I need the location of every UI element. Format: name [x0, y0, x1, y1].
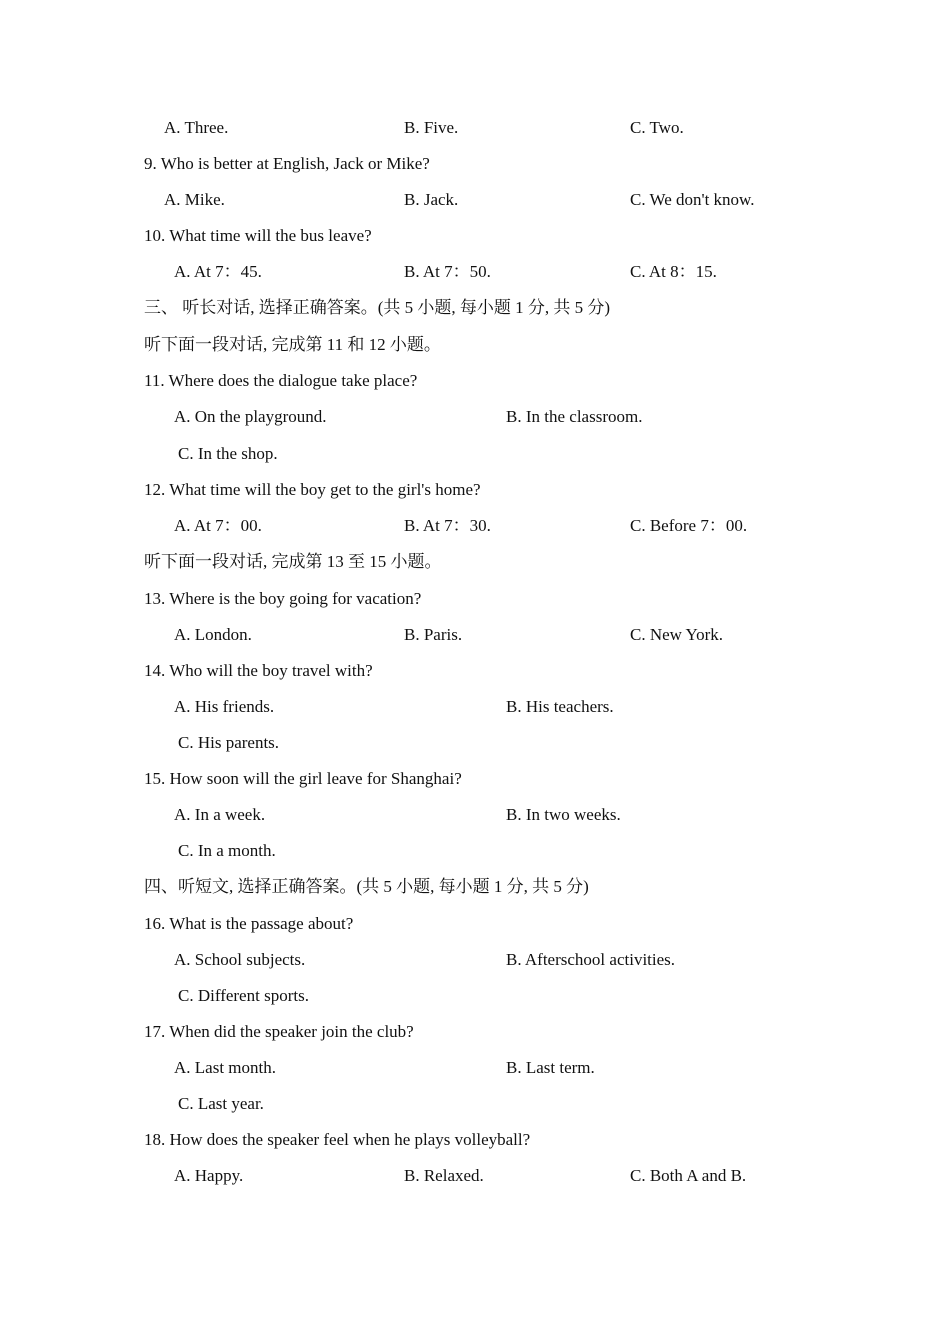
dialogue2-intro: 听下面一段对话, 完成第 13 至 15 小题。: [144, 552, 442, 571]
q12-option-b: B. At 7：30.: [404, 516, 491, 535]
q15-option-c: C. In a month.: [178, 841, 276, 860]
q9-option-c: C. We don't know.: [630, 190, 755, 209]
q16-option-b: B. Afterschool activities.: [506, 950, 676, 969]
q8-option-b: B. Five.: [404, 118, 459, 137]
q15-option-b: B. In two weeks.: [506, 805, 621, 824]
q13-option-a: A. London.: [174, 625, 252, 644]
q16-question: 16. What is the passage about?: [144, 914, 354, 933]
q11-option-c: C. In the shop.: [178, 444, 278, 463]
q12-question: 12. What time will the boy get to the girl's home?: [144, 480, 481, 499]
q11-question: 11. Where does the dialogue take place?: [144, 371, 418, 390]
q12-option-a: A. At 7：00.: [174, 516, 262, 535]
dialogue1-intro: 听下面一段对话, 完成第 11 和 12 小题。: [144, 335, 441, 354]
q12-option-c: C. Before 7：00.: [630, 516, 748, 535]
q13-question: 13. Where is the boy going for vacation?: [144, 589, 422, 608]
q11-option-a: A. On the playground.: [174, 407, 327, 426]
q10-option-c: C. At 8：15.: [630, 262, 717, 281]
q14-option-b: B. His teachers.: [506, 697, 614, 716]
q10-option-a: A. At 7：45.: [174, 262, 262, 281]
q8-option-c: C. Two.: [630, 118, 684, 137]
q8-option-a: A. Three.: [164, 118, 229, 137]
q17-option-b: B. Last term.: [506, 1058, 595, 1077]
q14-option-c: C. His parents.: [178, 733, 280, 752]
q15-option-a: A. In a week.: [174, 805, 266, 824]
q14-option-a: A. His friends.: [174, 697, 275, 716]
section3-heading: 三、 听长对话, 选择正确答案。(共 5 小题, 每小题 1 分, 共 5 分): [144, 298, 611, 317]
q18-option-b: B. Relaxed.: [404, 1166, 484, 1185]
q13-option-b: B. Paris.: [404, 625, 463, 644]
q15-question: 15. How soon will the girl leave for Shanghai?: [144, 769, 462, 788]
q9-question: 9. Who is better at English, Jack or Mike?: [144, 154, 430, 173]
q11-option-b: B. In the classroom.: [506, 407, 643, 426]
q16-option-c: C. Different sports.: [178, 986, 309, 1005]
q10-question: 10. What time will the bus leave?: [144, 226, 372, 245]
q17-option-c: C. Last year.: [178, 1094, 264, 1113]
q16-option-a: A. School subjects.: [174, 950, 306, 969]
q18-option-c: C. Both A and B.: [630, 1166, 747, 1185]
q10-option-b: B. At 7：50.: [404, 262, 491, 281]
section4-heading: 四、听短文, 选择正确答案。(共 5 小题, 每小题 1 分, 共 5 分): [144, 877, 589, 896]
q18-option-a: A. Happy.: [174, 1166, 244, 1185]
q13-option-c: C. New York.: [630, 625, 724, 644]
q18-question: 18. How does the speaker feel when he plays volleyball?: [144, 1130, 531, 1149]
q17-option-a: A. Last month.: [174, 1058, 276, 1077]
q9-option-b: B. Jack.: [404, 190, 459, 209]
q9-option-a: A. Mike.: [164, 190, 225, 209]
q14-question: 14. Who will the boy travel with?: [144, 661, 373, 680]
q17-question: 17. When did the speaker join the club?: [144, 1022, 414, 1041]
